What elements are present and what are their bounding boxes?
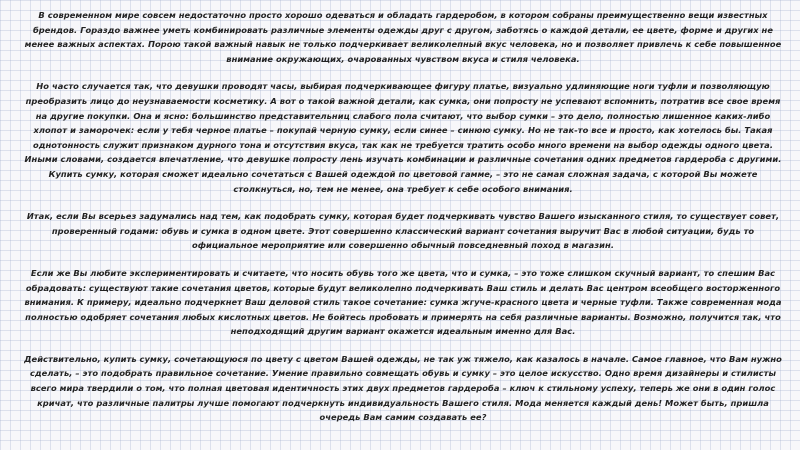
paragraph-classic-advice: Итак, если Вы всерьез задумались над тем, как подобрать сумку, которая будет подчеркивать чувство Вашего изысканного стиля, то существует совет, проверенный годами: обувь и сумка в одном цвете. Этот совершенно классический вариант сочетания выручит Вас в любой ситуации, будь то официальное мероприятие или совершенно обычный повседневный поход в магазин. [26,211,780,251]
paragraph-experiments: Если же Вы любите экспериментировать и считаете, что носить обувь того же цвета, что и сумка, – это тоже слишком скучный вариант, то спешим Вас обрадовать: существуют такие сочетания цветов, которые будут великолепно подчеркивать Ваш стиль и делать Вас центром всеобщего восторженного внимания. К примеру, идеально подчеркнет Ваш деловой стиль такое сочетание: сумка жгуче-красного цвета и черные туфли. Также современная мода полностью одобряет сочетания любых кислотных цветов. Не бойтесь пробовать и примерять на себя различные варианты. Возможно, получится так, что неподходящий другим вариант окажется идеальным именно для Вас. [24,267,782,337]
paragraph-intro: В современном мире совсем недостаточно просто хорошо одеваться и обладать гардеробом, в котором собраны преимущественно вещи известных брендов. Гораздо важнее уметь комбинировать различные элементы одежды друг с другом, заботясь о каждой детали, ее цвете, форме и других не менее важных аспектах. Порою такой важный навык не только подчеркивает великолепный вкус человека, но и позволяет привлечь к себе повышенное внимание окружающих, очарованных чувством вкуса и стиля человека. [24,10,782,64]
paragraph-conclusion: Действительно, купить сумку, сочетающуюся по цвету с цветом Вашей одежды, не так уж тяжело, как казалось в начале. Самое главное, что Вам нужно сделать, – это подобрать правильное сочетание. Умение правильно совмещать обувь и сумку – это целое искусство. Одно время дизайнеры и стилисты всего мира твердили о том, что полная цветовая идентичность этих двух предметов гардероба – ключ к стильному успеху, теперь же они в один голос кричат, что различные палитры лучше помогают подчеркнуть индивидуальность Вашего стиля. Мода меняется каждый день! Может быть, пришла очередь Вам самим создавать ее? [24,353,782,423]
paragraph-common-mistake: Но часто случается так, что девушки проводят часы, выбирая подчеркивающее фигуру платье, визуально удлиняющие ноги туфли и позволяющую преобразить лицо до неузнаваемости косметику. А вот о такой важной детали, как сумка, они попросту не успевают вспомнить, потратив все свое время на другие покупки. Она и ясно: большинство представительниц слабого пола считают, что выбор сумки – это дело, полностью лишенное каких-либо хлопот и заморочек: если у тебя черное платье – покупай черную сумку, если синее – синюю сумку. Но не так-то все и просто, как хотелось бы. Такая однотонность служит признаком дурного тона и отсутствия вкуса, так как не требуется тратить особо много времени на выбор одежды одного цвета. Иными словами, создается впечатление, что девушке попросту лень изучать комбинации и различные сочетания одних предметов гардероба с другими. Купить сумку, которая сможет идеально сочетаться с Вашей одеждой по цветовой гамме, – это не самая сложная задача, с которой Вы можете столкнуться, но, тем не менее, она требует к себе особого внимания. [24,81,782,194]
